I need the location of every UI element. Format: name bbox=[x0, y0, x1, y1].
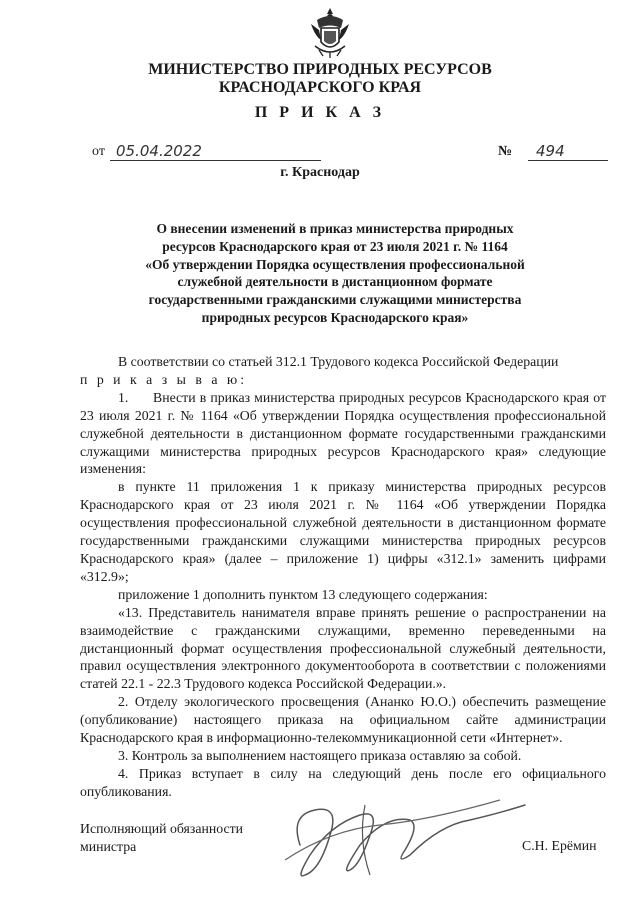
ministry-line-2: КРАСНОДАРСКОГО КРАЯ bbox=[218, 79, 422, 96]
date-label: от bbox=[92, 144, 105, 159]
title-line: природных ресурсов Краснодарского края» bbox=[201, 309, 469, 325]
paragraph-1: 1. Внести в приказ министерства природных ресурсов Краснодарского края от 23 июля 2021 г. № 1164 «Об утверждении Порядка осуществления профессиональной служебной деятельности в дистанционном формате государственными гражданскими служащими министерства природных ресурсов Краснодарского края» следующие изменения: bbox=[80, 389, 606, 477]
paragraph-1c: «13. Представитель нанимателя вправе принять решение о распространении на взаимодействие с гражданскими служащими, временно переведенными на дистанционный формат осуществления профессиональной служебный деятельности, правил осуществления электронного документооборота в соответствии с положениями статей 22.1 - 22.3 Трудового кодекса Российской Федерации.». bbox=[80, 604, 606, 692]
title-line: служебной деятельности в дистанционном формате bbox=[177, 274, 493, 290]
signer-name: С.Н. Ерёмин bbox=[522, 838, 597, 853]
title-line: О внесении изменений в приказ министерства природных bbox=[156, 221, 514, 236]
paragraph-2: 2. Отделу экологического просвещения (Ананко Ю.О.) обеспечить размещение (опубликование) настоящего приказа на официальном сайте администрации Краснодарского края в информационно-телекоммуникационной сети «Интернет». bbox=[80, 694, 606, 746]
paragraph-3: 3. Контроль за выполнением настоящего приказа оставляю за собой. bbox=[118, 747, 522, 763]
signer-position bbox=[80, 820, 243, 856]
paragraph-1b: приложение 1 дополнить пунктом 13 следующего содержания: bbox=[118, 586, 488, 602]
title-line: ресурсов Краснодарского края от 23 июля 2021 г. № 1164 bbox=[162, 238, 508, 254]
paragraph-4: 4. Приказ вступает в силу на следующий день после его официального опубликования. bbox=[80, 765, 606, 799]
handwritten-number: 494 bbox=[528, 142, 608, 161]
signer-position-line-2: министра bbox=[80, 839, 137, 854]
city-name: г. Краснодар bbox=[280, 165, 360, 180]
title-line: «Об утверждении Порядка осуществления профессиональной bbox=[145, 256, 525, 272]
paragraph-1a: в пункте 11 приложения 1 к приказу министерства природных ресурсов Краснодарского края от 23 июля 2021 г. № 1164 «Об утверждении Порядка осуществления профессиональной служебной деятельности в дистанционном формате государственными гражданскими служащими министерства природных ресурсов Краснодарского края» (далее – приложение 1) цифры «312.1» заменить цифрами «312.9»; bbox=[80, 479, 606, 584]
order-title bbox=[120, 220, 550, 327]
document-type-title: П Р И К А З bbox=[254, 104, 386, 121]
ministry-line-1: МИНИСТЕРСТВО ПРИРОДНЫХ РЕСУРСОВ bbox=[148, 61, 492, 78]
handwritten-date: 05.04.2022 bbox=[110, 142, 321, 161]
prikazyvayu-word: п р и к а з ы в а ю: bbox=[80, 371, 248, 387]
ministry-name bbox=[0, 61, 640, 97]
title-line: государственными гражданскими служащими министерства bbox=[148, 292, 522, 308]
handwritten-signature bbox=[270, 775, 530, 890]
coat-of-arms-emblem bbox=[307, 6, 353, 60]
signer-position-line-1: Исполняющий обязанности bbox=[80, 821, 243, 836]
order-body bbox=[80, 353, 606, 801]
number-label: № bbox=[498, 144, 513, 159]
intro-paragraph: В соответствии со статьей 312.1 Трудового кодекса Российской Федерации bbox=[118, 354, 559, 369]
date-number-row bbox=[78, 142, 610, 162]
